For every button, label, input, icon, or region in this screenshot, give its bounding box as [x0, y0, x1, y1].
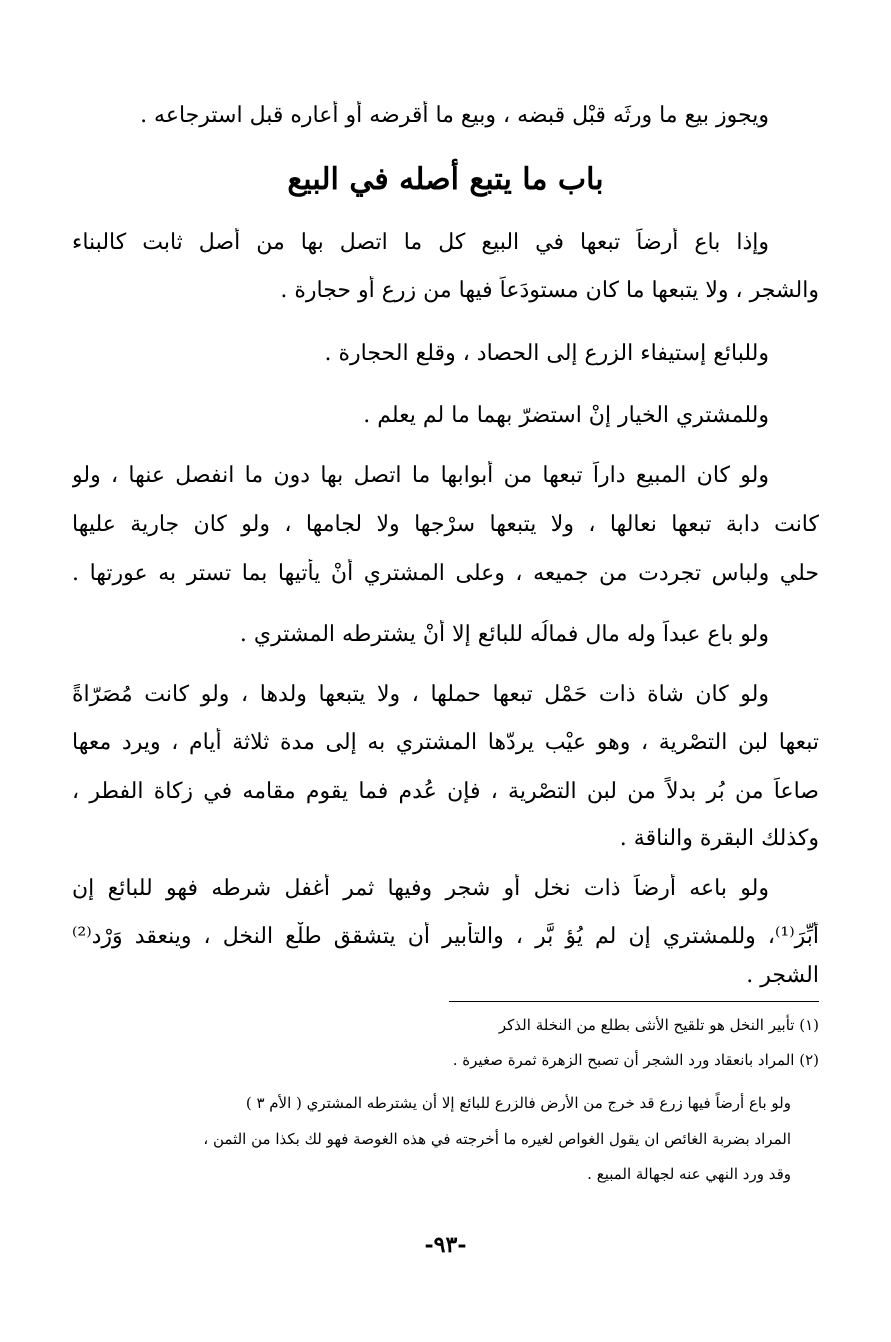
footnote-note-1: ولو باع أرضاً فيها زرع قد خرج من الأرض فالزرع للبائع إلا أن يشترطه المشتري ( الأم ٣ ): [245, 1094, 791, 1112]
footnote-separator: [449, 1001, 819, 1002]
footnote-note-3: وقد ورد النهي عنه لجهالة المبيع .: [587, 1165, 791, 1183]
footnote-1: (١) تأبير النخل هو تلقيح الأنثى بطلع من النخلة الذكر: [498, 1016, 819, 1034]
text-line-14: ولو باعه أرضاً ذات نخل أو شجر وفيها ثمر أغفل شرطه فهو للبائع إن: [72, 876, 769, 901]
text-line-1: ويجوز بيع ما ورثَه قبْل قبضه ، وبيع ما أقرضه أو أعاره قبل استرجاعه .: [140, 103, 769, 128]
text-line-15: أبِّرَ⁽¹⁾، وللمشتري إن لم يُؤ بَّر ، والتأبير أن يتشقق طلْع النخل ، وينعقد وَرْد⁽²⁾: [72, 924, 819, 949]
text-line-12: صاعاً من بُر بدلاً من لبن التصْرية ، فإن عُدم فما يقوم مقامه في زكاة الفطر ،: [72, 779, 819, 804]
text-line-7: كانت دابة تبعها نعالها ، ولا يتبعها سرْجها ولا لجامها ، ولو كان جارية عليها: [72, 512, 819, 537]
text-line-5: وللمشتري الخيار إنْ استضرّ بهما ما لم يعلم .: [363, 403, 769, 428]
text-line-3: والشجر ، ولا يتبعها ما كان مستودَعاً فيها من زرع أو حجارة .: [280, 278, 819, 303]
text-line-10: ولو كان شاة ذات حَمْل تبعها حملها ، ولا يتبعها ولدها ، ولو كانت مُصَرّاةً: [72, 682, 769, 707]
text-line-4: وللبائع إستيفاء الزرع إلى الحصاد ، وقلع الحجارة .: [324, 341, 769, 366]
text-line-2: وإذا باع أرضاً تبعها في البيع كل ما اتصل بها من أصل ثابت كالبناء: [72, 230, 769, 255]
text-line-13: وكذلك البقرة والناقة .: [619, 826, 819, 851]
text-line-16: الشجر .: [746, 963, 819, 988]
text-line-6: ولو كان المبيع داراً تبعها من أبوابها ما اتصل بها دون ما انفصل عنها ، ولو: [72, 463, 769, 488]
text-line-8: حلي ولباس تجردت من جميعه ، وعلى المشتري أنْ يأتيها بما تستر به عورتها .: [72, 561, 819, 586]
section-heading: باب ما يتبع أصله في البيع: [287, 162, 604, 197]
footnote-note-2: المراد بضربة الغائص ان يقول الغواص لغيره ما أخرجته في هذه الغوصة فهو لك بكذا من الثمن ،: [203, 1130, 791, 1148]
text-line-11: تبعها لبن التصْرية ، وهو عيْب يردّها المشتري به إلى مدة ثلاثة أيام ، ويرد معها: [72, 730, 819, 755]
page-number: -٩٣-: [424, 1232, 467, 1258]
footnote-2: (٢) المراد بانعقاد ورد الشجر أن تصبح الزهرة ثمرة صغيرة .: [452, 1051, 819, 1069]
text-line-9: ولو باع عبداً وله مال فمالُه للبائع إلا أنْ يشترطه المشتري .: [239, 622, 769, 647]
